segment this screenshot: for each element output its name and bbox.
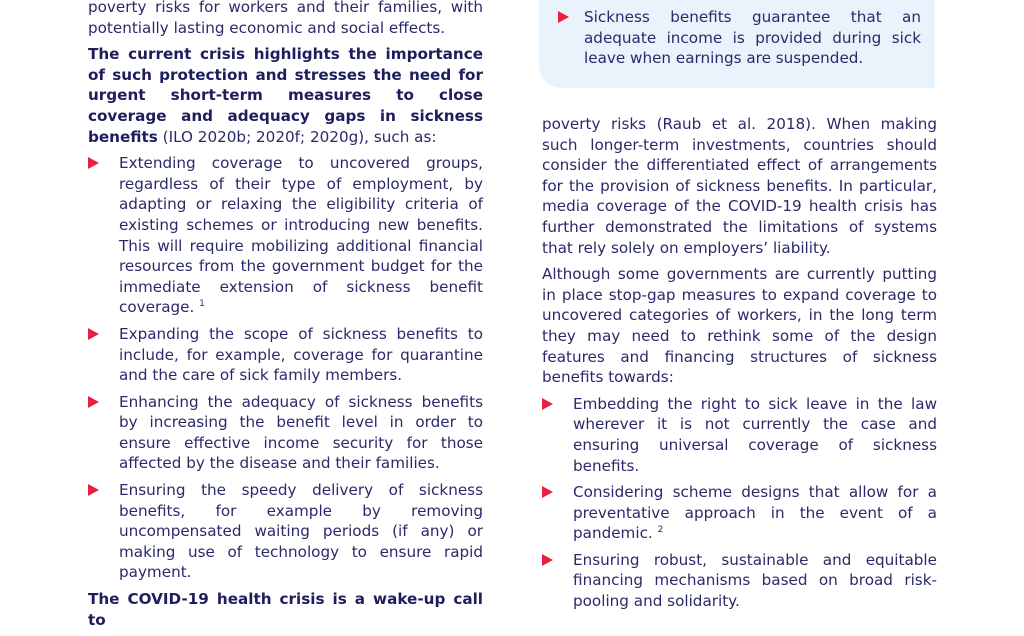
- list-item-text: Considering scheme designs that allow for a preventative approach in the event of a pandemic.: [573, 483, 937, 543]
- triangle-bullet-icon: [558, 11, 569, 23]
- list-item: [88, 324, 483, 386]
- list-item: [542, 394, 937, 476]
- long-term-measures-list: [542, 394, 937, 612]
- crisis-bold-text: The current crisis highlights the importance of such protection and stresses the need for urgent short-term measures to close coverage and adequacy gaps in sickness benefits: [88, 45, 483, 146]
- stopgap-paragraph: Although some governments are currently putting in place stop-gap measures to expand coverage to uncovered categories of workers, in the long term they may need to rethink some of the design features and financing structures of sickness benefits towards:: [542, 265, 937, 387]
- key-points-list: [558, 7, 921, 75]
- list-item-text: Embedding the right to sick leave in the law wherever it is not currently the case and ensuring universal coverage of sickness benefits.: [573, 394, 937, 475]
- right-column: [542, 114, 937, 618]
- triangle-bullet-icon: [542, 398, 553, 410]
- intro-paragraph: [88, 0, 483, 38]
- triangle-bullet-icon: [88, 328, 99, 340]
- closing-bold-text: The COVID-19 health crisis is a wake-up call to: [88, 590, 483, 629]
- list-item: [88, 480, 483, 583]
- list-item-text: Ensuring robust, sustainable and equitable financing mechanisms based on broad risk-pooling and solidarity.: [573, 550, 937, 611]
- list-item: [542, 550, 937, 612]
- list-item-text: Expanding the scope of sickness benefits to include, for example, coverage for quarantine and the care of sick family members.: [119, 324, 483, 385]
- list-item-text: Extending coverage to uncovered groups, regardless of their type of employment, by adapting or relaxing the eligibility criteria of existing schemes or introducing new benefits. This will require mobilizing additional financial resources from the government budget for the immediate extension of sickness benefit coverage.: [119, 154, 483, 317]
- list-item: [88, 392, 483, 474]
- triangle-bullet-icon: [88, 484, 99, 496]
- triangle-bullet-icon: [542, 486, 553, 498]
- list-item-text: Enhancing the adequacy of sickness benefits by increasing the benefit level in order to ensure effective income security for those affected by the disease and their families.: [119, 392, 483, 473]
- key-points-box: [539, 0, 935, 88]
- short-term-measures-list: [88, 153, 483, 583]
- triangle-bullet-icon: [542, 554, 553, 566]
- triangle-bullet-icon: [88, 396, 99, 408]
- list-item: [542, 482, 937, 544]
- closing-paragraph: [88, 589, 483, 630]
- crisis-paragraph: [88, 44, 483, 147]
- crisis-rest-text: (ILO 2020b; 2020f; 2020g), such as:: [157, 127, 437, 146]
- triangle-bullet-icon: [88, 157, 99, 169]
- intro-text: poverty risks for workers and their families, with potentially lasting economic and social effects.: [88, 0, 483, 37]
- list-item-text: Sickness benefits guarantee that an adequate income is provided during sick leave when earnings are suspended.: [584, 8, 921, 68]
- list-item: [88, 153, 483, 318]
- footnote-ref[interactable]: 1: [199, 299, 205, 310]
- footnote-ref[interactable]: 2: [657, 525, 664, 536]
- list-item-text: Ensuring the speedy delivery of sickness benefits, for example by removing uncompensated waiting periods (if any) or making use of technology to ensure rapid payment.: [119, 481, 483, 582]
- list-item: [558, 7, 921, 69]
- left-column: [88, 0, 483, 636]
- investment-paragraph: poverty risks (Raub et al. 2018). When making such longer-term investments, countries should consider the differentiated effect of arrangements for the provision of sickness benefits. In particular, media coverage of the COVID-19 health crisis has further demonstrated the limitations of systems that rely solely on employers’ liability.: [542, 115, 937, 257]
